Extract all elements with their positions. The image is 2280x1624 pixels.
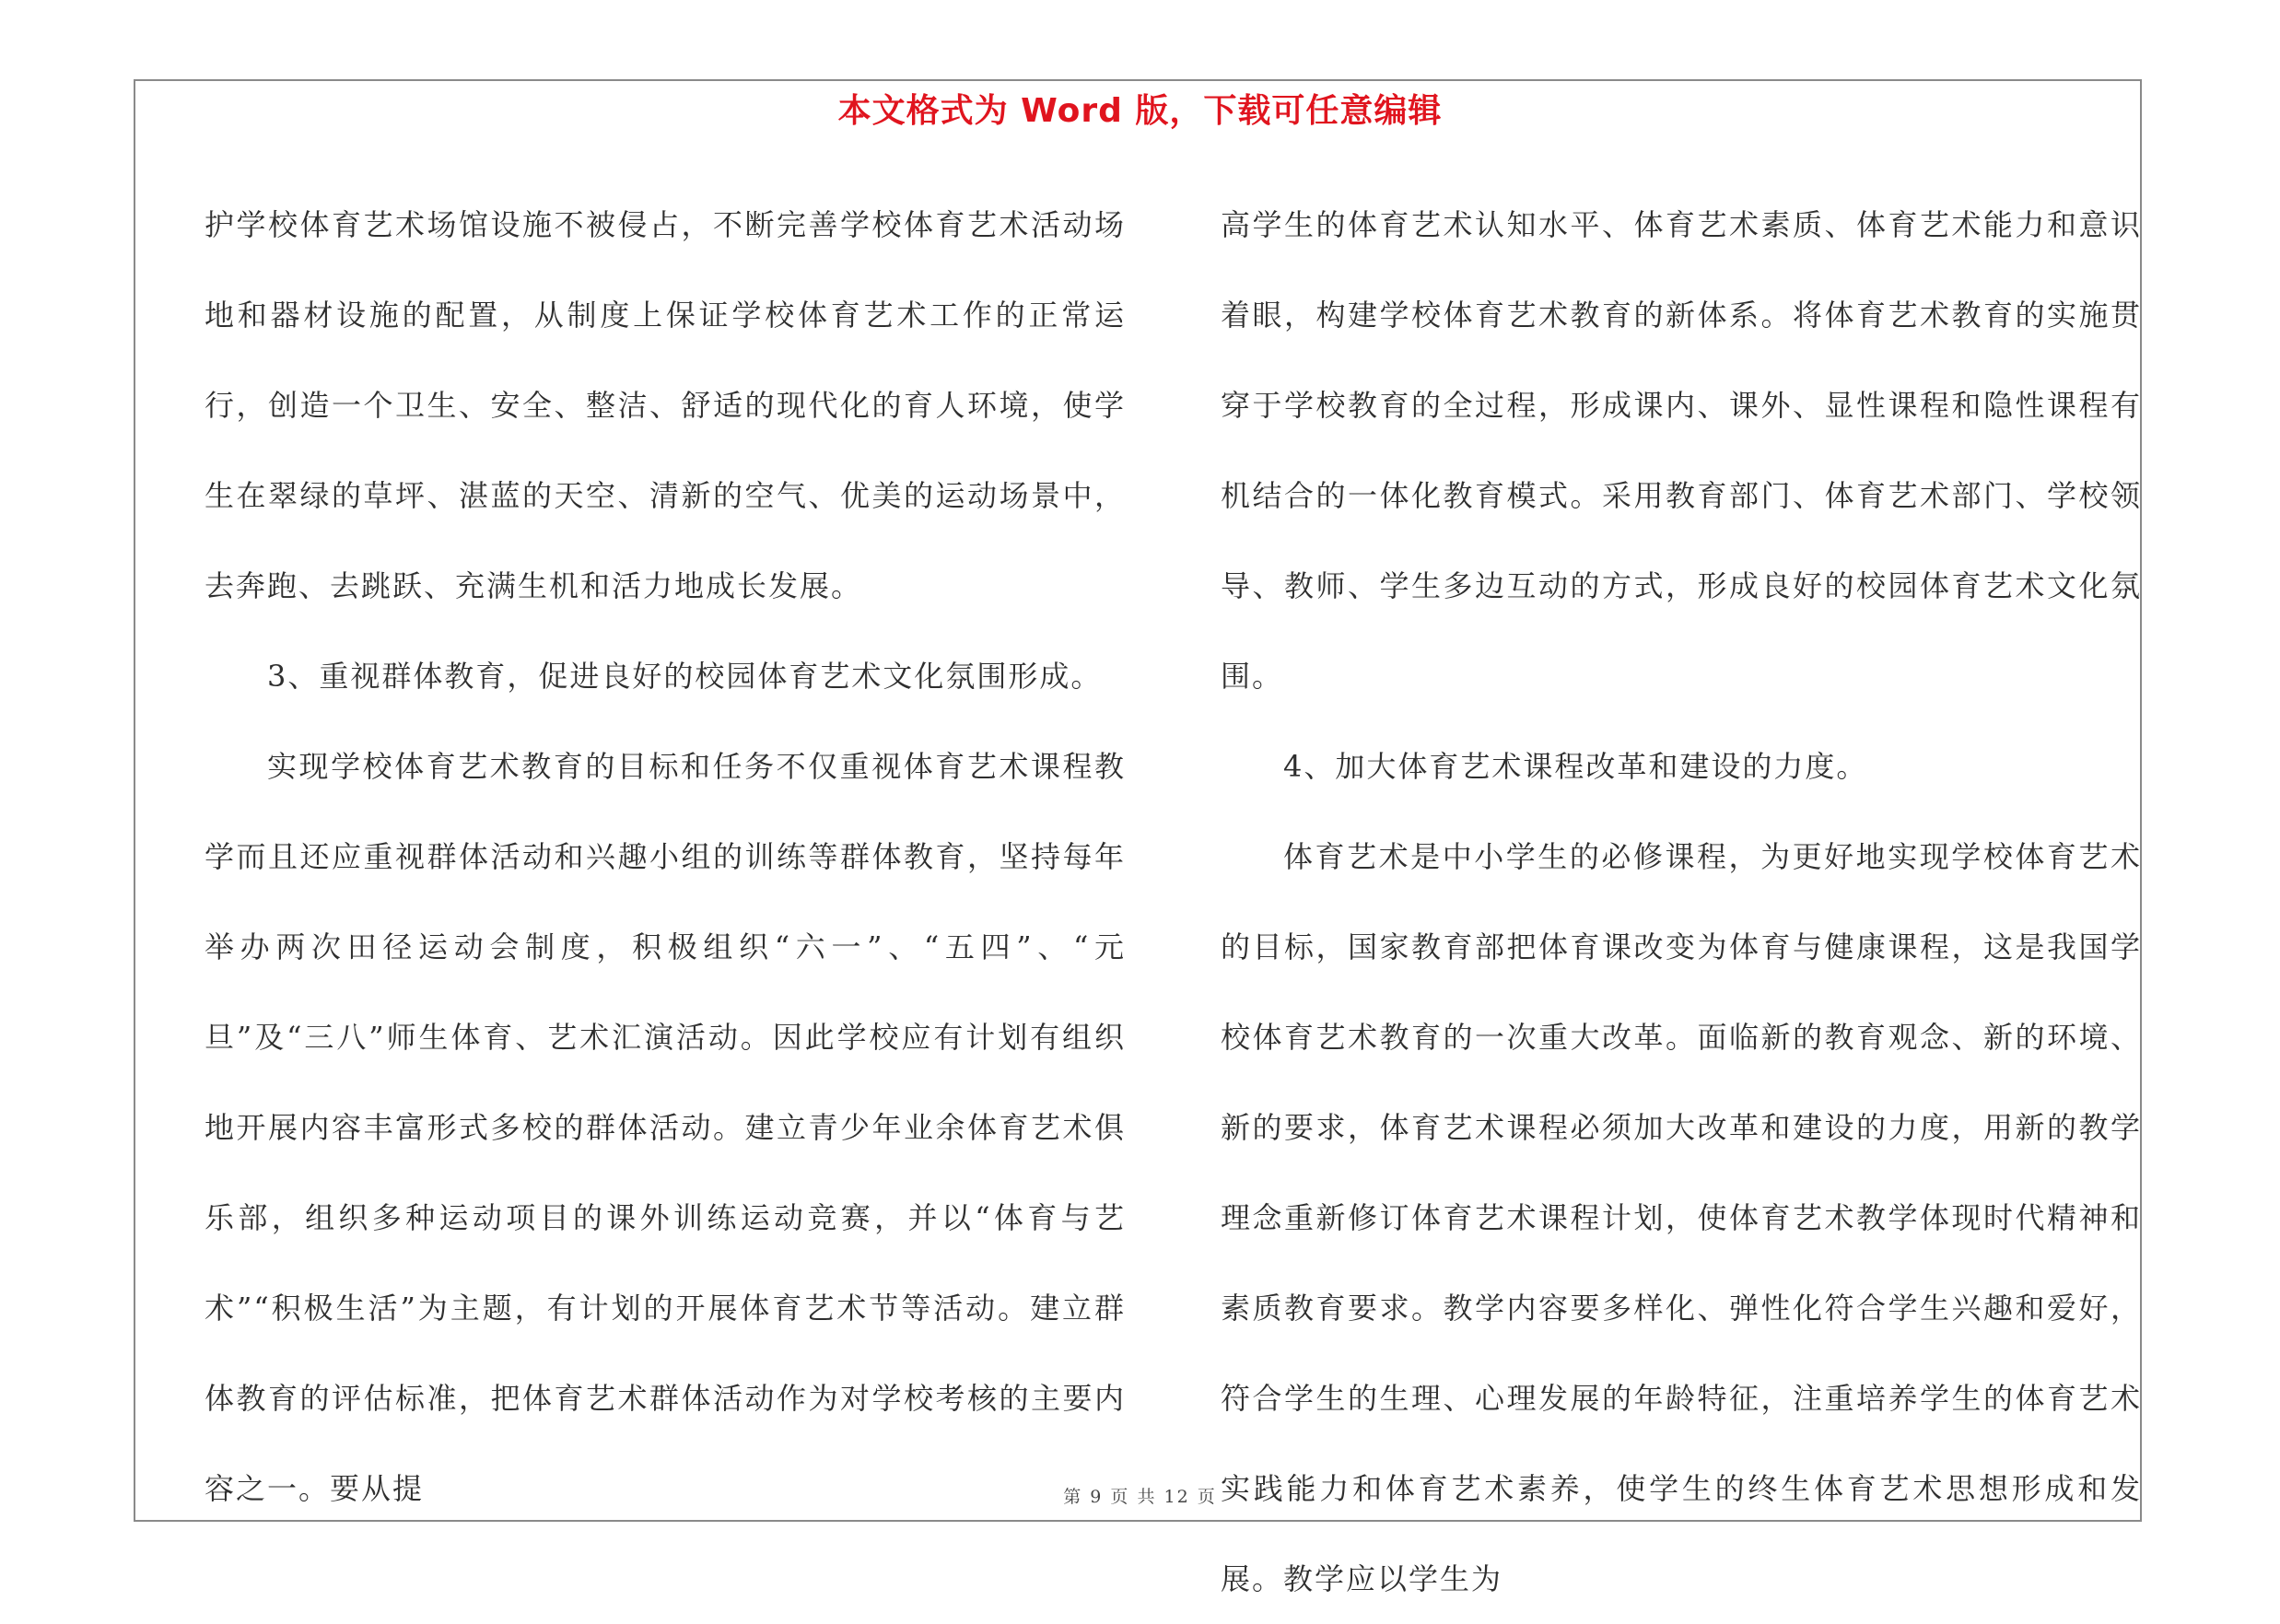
right-paragraph-1: 高学生的体育艺术认知水平、体育艺术素质、体育艺术能力和意识着眼，构建学校体育艺术教育的新体系。将体育艺术教育的实施贯穿于学校教育的全过程，形成课内、课外、显性课程和隐性课程有机结合的一体化教育模式。采用教育部门、体育艺术部门、学校领导、教师、学生多边互动的方式，形成良好的校园体育艺术文化氛围。 [1221, 207, 2142, 694]
word-format-banner: 本文格式为 Word 版，下载可任意编辑 [837, 92, 1443, 130]
right-column [1221, 180, 2142, 1624]
left-paragraph-2: 实现学校体育艺术教育的目标和任务不仅重视体育艺术课程教学而且还应重视群体活动和兴趣小组的训练等群体教育，坚持每年举办两次田径运动会制度，积极组织“六一”、“五四”、“元旦”及“三八”师生体育、艺术汇演活动。因此学校应有计划有组织地开展内容丰富形式多校的群体活动。建立青少年业余体育艺术俱乐部，组织多种运动项目的课外训练运动竞赛，并以“体育与艺术”“积极生活”为主题，有计划的开展体育艺术节等活动。建立群体教育的评估标准，把体育艺术群体活动作为对学校考核的主要内容之一。要从提 [205, 749, 1126, 1506]
section-heading-3: 3、重视群体教育，促进良好的校园体育艺术文化氛围形成。 [267, 659, 1103, 694]
left-column [205, 180, 1126, 1534]
left-paragraph-1: 护学校体育艺术场馆设施不被侵占，不断完善学校体育艺术活动场地和器材设施的配置，从制度上保证学校体育艺术工作的正常运行，创造一个卫生、安全、整洁、舒适的现代化的育人环境，使学生在翠绿的草坪、湛蓝的天空、清新的空气、优美的运动场景中，去奔跑、去跳跃、充满生机和活力地成长发展。 [205, 207, 1126, 603]
page-number-footer: 第 9 页 共 12 页 [1063, 1487, 1217, 1507]
right-paragraph-2: 体育艺术是中小学生的必修课程，为更好地实现学校体育艺术的目标，国家教育部把体育课改变为体育与健康课程，这是我国学校体育艺术教育的一次重大改革。面临新的教育观念、新的环境、新的要求，体育艺术课程必须加大改革和建设的力度，用新的教学理念重新修订体育艺术课程计划，使体育艺术教学体现时代精神和素质教育要求。教学内容要多样化、弹性化符合学生兴趣和爱好，符合学生的生理、心理发展的年龄特征，注重培养学生的体育艺术实践能力和体育艺术素养，使学生的终生体育艺术思想形成和发展。教学应以学生为 [1221, 839, 2142, 1596]
section-heading-4: 4、加大体育艺术课程改革和建设的力度。 [1283, 749, 1868, 784]
